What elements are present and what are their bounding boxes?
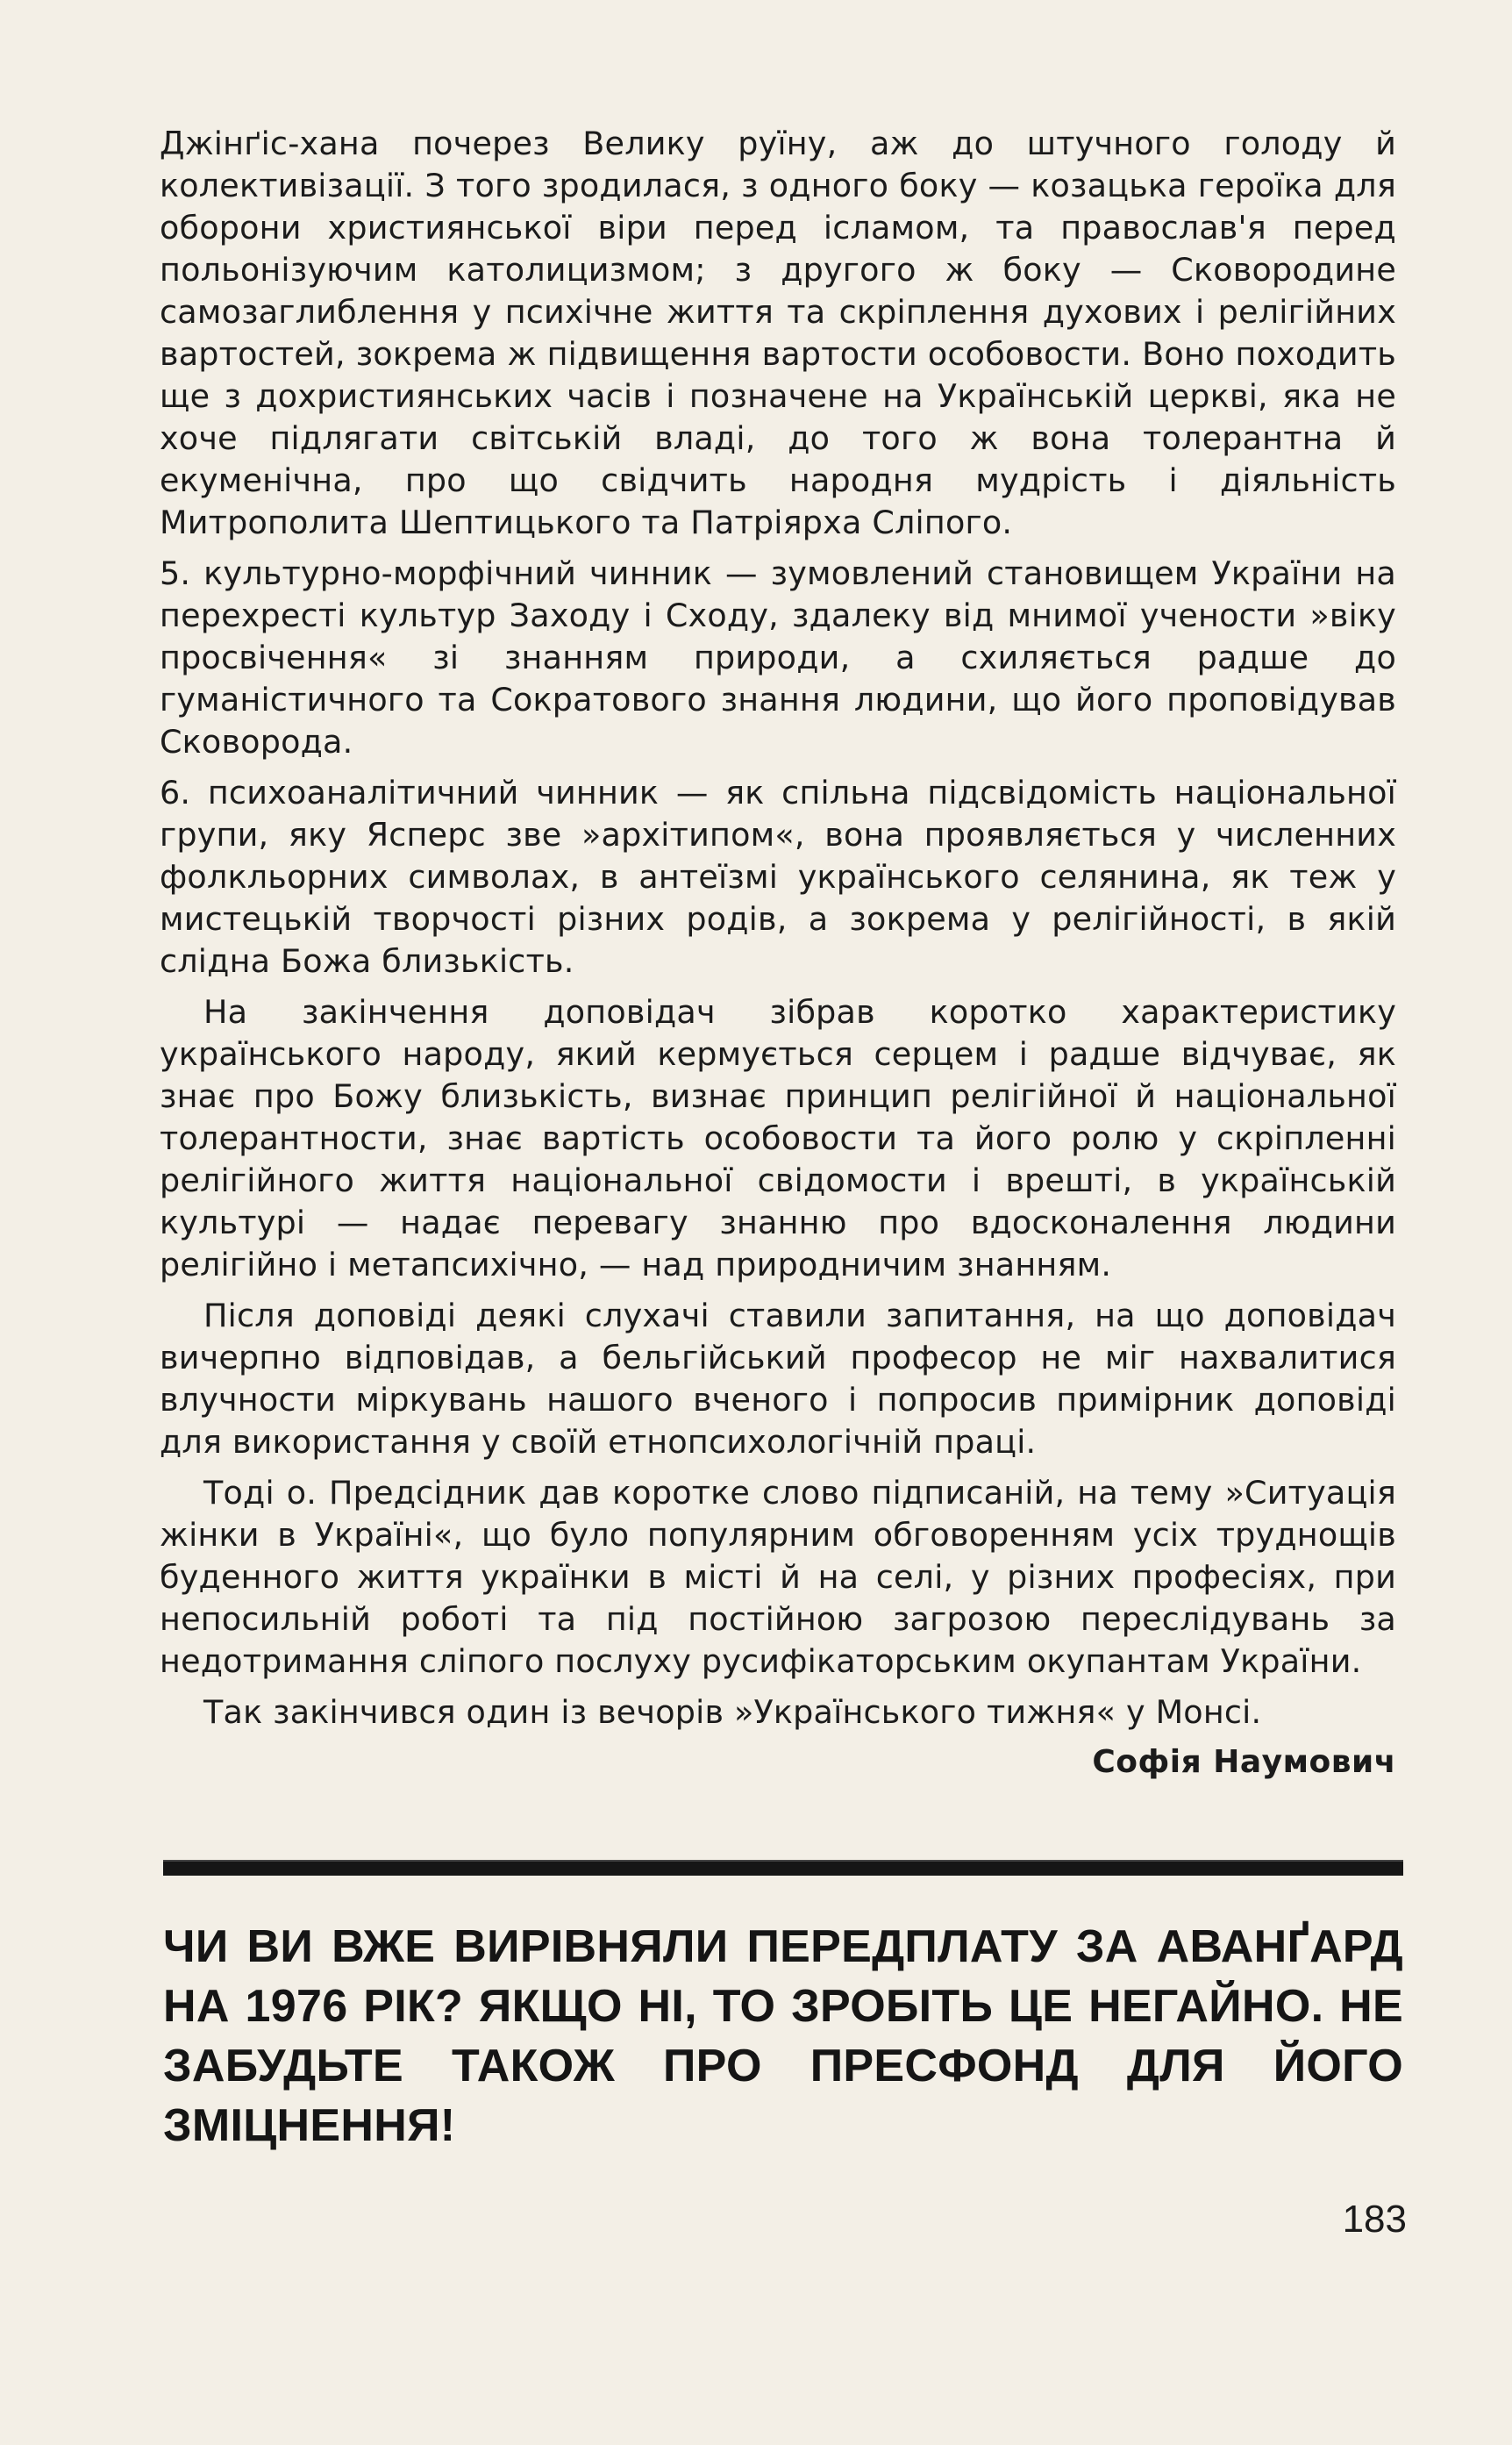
subscription-notice: ЧИ ВИ ВЖЕ ВИРІВНЯЛИ ПЕРЕДПЛАТУ ЗА АВАНҐАРД НА 1976 РІК? ЯКЩО НІ, ТО ЗРОБІТЬ ЦЕ НЕГАЙНО. НЕ ЗАБУДЬТЕ ТАКОЖ ПРО ПРЕСФОНД ДЛЯ ЙОГО ЗМІЦНЕННЯ! bbox=[163, 1921, 1403, 2151]
paragraph-conclusion: На закінчення доповідач зібрав коротко характеристику українського народу, який кермується серцем і радше відчуває, як знає про Божу близькість, визнає принцип релігійної й національної толерантности, знає вартість особовости та його ролю у скріпленні релігійного життя національної свідомости і врешті, в українській культурі — надає перевагу знанню про вдосконалення людини релігійно і метапсихічно, — над природничим знанням. bbox=[160, 993, 1396, 1283]
divider-rule bbox=[163, 1860, 1403, 1876]
paragraph-closing: Так закінчився один із вечорів »Українського тижня« у Монсі. bbox=[203, 1693, 1262, 1731]
author-signature: Софія Наумович bbox=[1092, 1744, 1396, 1780]
paragraph-women-talk: Тоді о. Предсідник дав коротке слово підписаній, на тему »Ситуація жінки в Україні«, що було популярним обговоренням усіх труднощів буденного життя українки в місті й на селі, у різних професіях, при непосильній роботі та під постійною загрозою переслідувань за недотримання сліпого послуху русифікаторським окупантам України. bbox=[160, 1474, 1396, 1680]
paragraph-item-5: 5. культурно-морфічний чинник — зумовлений становищем України на перехресті культур Заходу і Сходу, здалеку від мнимої учености »віку просвічення« зі знанням природи, а схиляється радше до гуманістичного та Сократового знання людини, що його проповідував Сковорода. bbox=[160, 554, 1396, 761]
paragraph-questions: Після доповіді деякі слухачі ставили запитання, на що доповідач вичерпно відповідав, а бельгійський професор не міг нахвалитися влучности міркувань нашого вченого і попросив примірник доповіді для використання у своїй етнопсихологічній праці. bbox=[160, 1297, 1396, 1461]
paragraph-item-6: 6. психоаналітичний чинник — як спільна підсвідомість національної групи, яку Ясперс зве »архітипом«, вона проявляється у численних фолкльорних символах, в антеїзмі українського селянина, як теж у мистецькій творчості різних родів, а зокрема у релігійності, в якій слідна Божа близькість. bbox=[160, 774, 1396, 980]
page-number: 183 bbox=[1342, 2198, 1407, 2241]
paragraph-intro: Джінґіс-хана почерез Велику руїну, аж до штучного голоду й колективізації. З того зродилася, з одного боку — козацька героїка для оборони християнської віри перед ісламом, та православ'я перед польонізуючим католицизмом; з другого ж боку — Сковородине самозаглиблення у психічне життя та скріплення духових і релігійних вартостей, зокрема ж підвищення вартости особовости. Воно походить ще з дохристиянських часів і позначене на Українській церкві, яка не хоче підлягати світській владі, до того ж вона толерантна й екуменічна, про що свідчить народня мудрість і діяльність Митрополита Шептицького та Патріярха Сліпого. bbox=[160, 125, 1396, 541]
article-body bbox=[160, 123, 1396, 1780]
